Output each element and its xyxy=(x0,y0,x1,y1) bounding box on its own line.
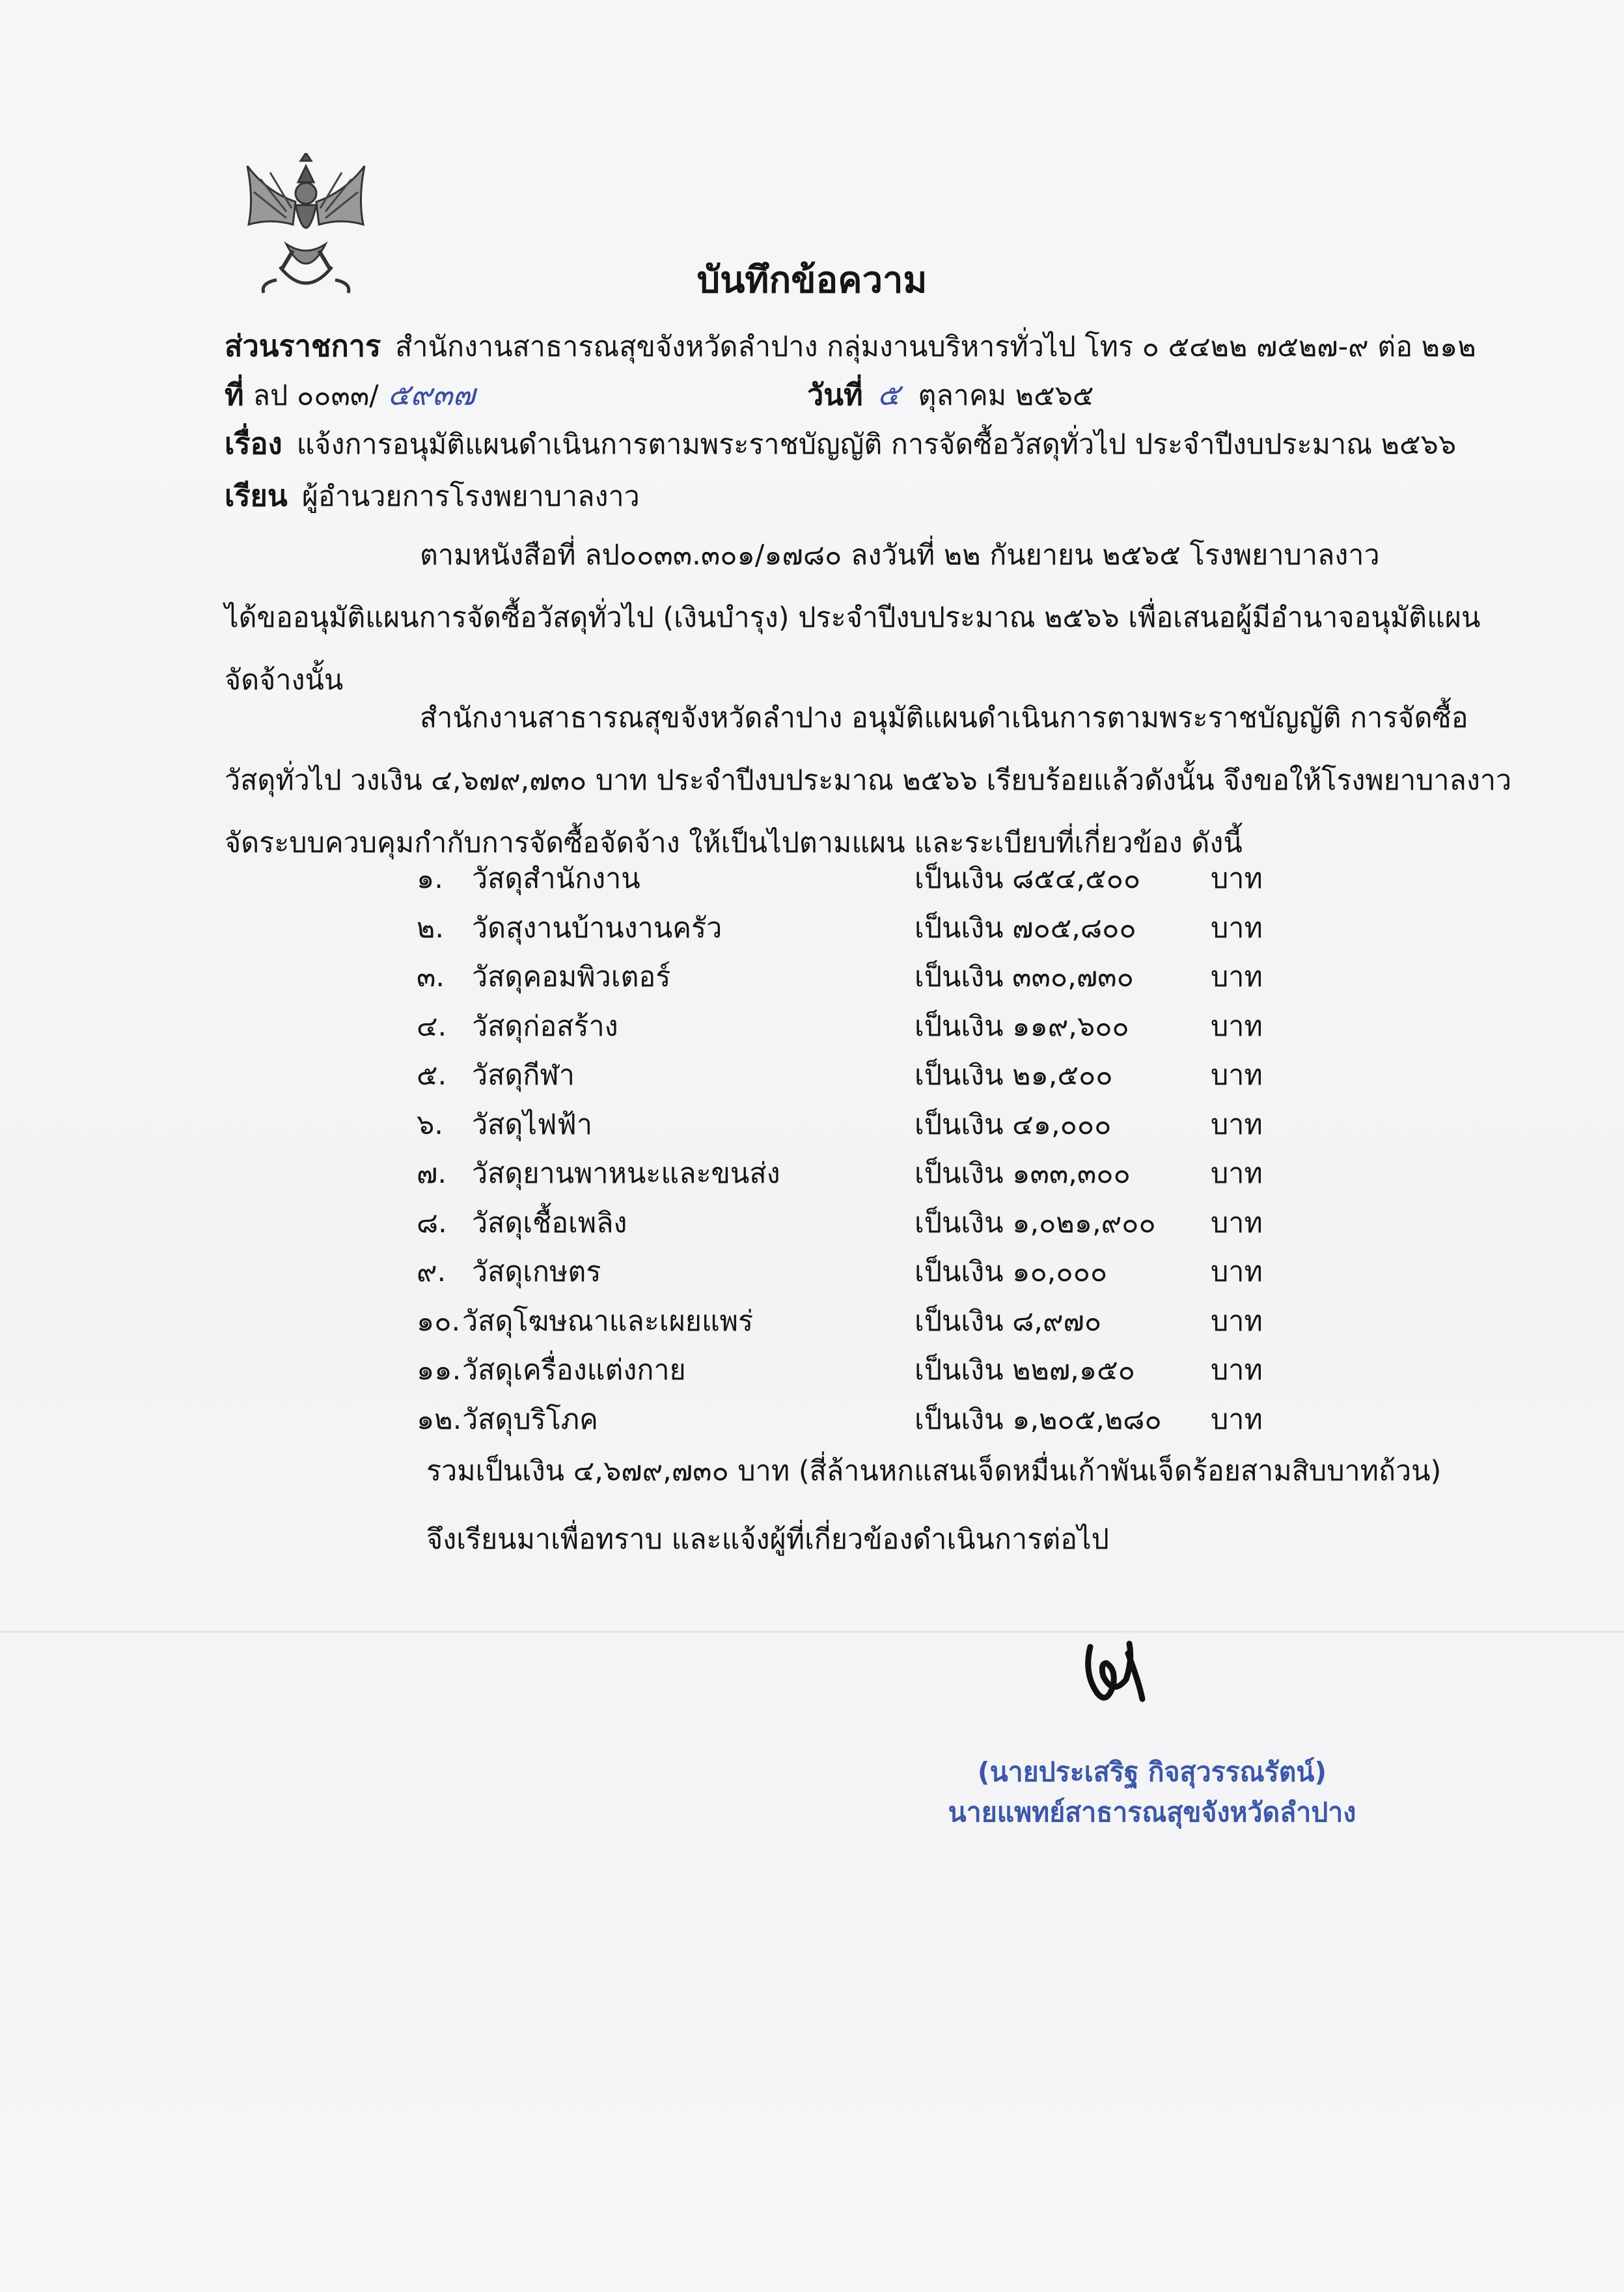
item-number: ๖. xyxy=(417,1108,443,1141)
item-unit: บาท xyxy=(1211,1206,1263,1239)
signatory-position: นายแพทย์สาธารณสุขจังหวัดลำปาง xyxy=(948,1797,1356,1828)
item-name: วัสดุกีฬา xyxy=(472,1059,575,1092)
date-line xyxy=(807,371,1094,419)
item-amount: เป็นเงิน ๗๐๕,๘๐๐ xyxy=(915,911,1136,945)
date-handwritten-day: ๕ xyxy=(877,377,900,412)
paragraph-2-line: จัดระบบควบคุมกำกับการจัดซื้อจัดจ้าง ให้เป็นไปตามแผน และระเบียบที่เกี่ยวข้อง ดังนี้ xyxy=(225,827,1243,859)
item-unit: บาท xyxy=(1211,1305,1263,1338)
agency-line xyxy=(225,322,1476,369)
subject-line xyxy=(225,420,1456,467)
item-name: วัดสุงานบ้านงานครัว xyxy=(472,911,723,945)
recipient-line xyxy=(225,472,640,519)
item-number: ๑๒. xyxy=(417,1403,462,1436)
item-number: ๑๑. xyxy=(417,1354,461,1387)
item-amount: เป็นเงิน ๒๑,๕๐๐ xyxy=(915,1059,1113,1092)
item-name: วัสดุโฆษณาและเผยแพร่ xyxy=(462,1305,754,1338)
paragraph-1 xyxy=(225,524,1480,711)
item-unit: บาท xyxy=(1211,1059,1263,1092)
item-name: วัสดุไฟฟ้า xyxy=(472,1108,592,1141)
subject-label: เรื่อง xyxy=(225,426,282,461)
item-name: วัสดุบริโภค xyxy=(462,1403,598,1436)
item-number: ๙. xyxy=(417,1256,447,1288)
item-number: ๕. xyxy=(417,1059,447,1092)
item-unit: บาท xyxy=(1211,1108,1263,1141)
paragraph-2-line: สำนักงานสาธารณสุขจังหวัดลำปาง อนุมัติแผนดำเนินการตามพระราชบัญญัติ การจัดซื้อ xyxy=(420,702,1468,734)
item-name: วัสดุก่อสร้าง xyxy=(472,1010,618,1043)
recipient-label: เรียน xyxy=(225,478,288,513)
item-unit: บาท xyxy=(1211,961,1263,993)
item-amount: เป็นเงิน ๑,๒๐๕,๒๘๐ xyxy=(915,1403,1162,1436)
item-number: ๑๐. xyxy=(417,1305,461,1338)
agency-label: ส่วนราชการ xyxy=(225,329,381,363)
item-number: ๘. xyxy=(417,1206,447,1239)
item-amount: เป็นเงิน ๒๒๗,๑๕๐ xyxy=(915,1354,1135,1387)
subject-value: แจ้งการอนุมัติแผนดำเนินการตามพระราชบัญญัติ การจัดซื้อวัสดุทั่วไป ประจำปีงบประมาณ ๒๕๖๖ xyxy=(296,428,1457,461)
paragraph-1-line: ได้ขออนุมัติแผนการจัดซื้อวัสดุทั่วไป (เงินบำรุง) ประจำปีงบประมาณ ๒๕๖๖ เพื่อเสนอผู้มีอำนาจอนุมัติแผน xyxy=(225,601,1481,634)
item-name: วัสดุเชื้อเพลิง xyxy=(472,1206,627,1239)
paper-fold-line xyxy=(0,1631,1624,1633)
handwritten-signature xyxy=(1077,1634,1155,1712)
signatory-name: (นายประเสริฐ กิจสุวรรณรัตน์) xyxy=(977,1756,1327,1788)
item-number: ๒. xyxy=(417,911,445,945)
item-name: วัสดุเกษตร xyxy=(472,1256,601,1288)
paragraph-1-line: ตามหนังสือที่ ลป๐๐๓๓.๓๐๑/๑๗๘๐ ลงวันที่ ๒๒ กันยายน ๒๕๖๕ โรงพยาบาลงาว xyxy=(420,539,1380,572)
item-number: ๑. xyxy=(417,863,443,895)
document-title: บันทึกข้อความ xyxy=(696,259,928,301)
item-unit: บาท xyxy=(1211,1403,1263,1436)
item-unit: บาท xyxy=(1211,863,1263,895)
item-amount: เป็นเงิน ๑๐,๐๐๐ xyxy=(915,1256,1108,1288)
paragraph-2-line: วัสดุทั่วไป วงเงิน ๔,๖๗๙,๗๓๐ บาท ประจำปีงบประมาณ ๒๕๖๖ เรียบร้อยแล้วดังนั้น จึงขอให้โรงพยาบาลงาว xyxy=(225,764,1512,797)
recipient-value: ผู้อำนวยการโรงพยาบาลงาว xyxy=(301,480,640,513)
item-number: ๔. xyxy=(417,1010,447,1043)
paragraph-1-line: จัดจ้างนั้น xyxy=(225,664,344,697)
item-amount: เป็นเงิน ๑๓๓,๓๐๐ xyxy=(915,1157,1131,1190)
item-amount: เป็นเงิน ๓๓๐,๗๓๐ xyxy=(915,961,1134,993)
item-unit: บาท xyxy=(1211,1010,1263,1043)
item-unit: บาท xyxy=(1211,1354,1263,1387)
date-value: ตุลาคม ๒๕๖๕ xyxy=(918,380,1094,412)
item-amount: เป็นเงิน ๑๑๙,๖๐๐ xyxy=(915,1010,1129,1043)
item-unit: บาท xyxy=(1211,1256,1263,1288)
item-number: ๗. xyxy=(417,1157,447,1190)
closing-line: จึงเรียนมาเพื่อทราบ และแจ้งผู้ที่เกี่ยวข้องดำเนินการต่อไป xyxy=(426,1523,1109,1556)
total-line: รวมเป็นเงิน ๔,๖๗๙,๗๓๐ บาท (สี่ล้านหกแสนเจ็ดหมื่นเก้าพันเจ็ดร้อยสามสิบบาทถ้วน) xyxy=(426,1455,1442,1487)
item-amount: เป็นเงิน ๔๑,๐๐๐ xyxy=(915,1108,1112,1141)
item-name: วัสดุเครื่องแต่งกาย xyxy=(462,1354,686,1387)
reference-label: ที่ xyxy=(225,378,244,412)
item-number: ๓. xyxy=(417,961,445,993)
agency-value: สำนักงานสาธารณสุขจังหวัดลำปาง กลุ่มงานบริหารทั่วไป โทร ๐ ๕๔๒๒ ๗๕๒๗-๙ ต่อ ๒๑๒ xyxy=(395,331,1476,363)
reference-handwritten-number: ๕๙๓๗ xyxy=(387,377,475,412)
paragraph-2 xyxy=(225,687,1511,874)
reference-line xyxy=(225,371,475,419)
item-amount: เป็นเงิน ๑,๐๒๑,๙๐๐ xyxy=(915,1206,1156,1239)
item-unit: บาท xyxy=(1211,1157,1263,1190)
date-label: วันที่ xyxy=(807,378,863,412)
item-name: วัสดุสำนักงาน xyxy=(472,863,640,895)
item-amount: เป็นเงิน ๘๕๔,๕๐๐ xyxy=(915,863,1141,895)
item-name: วัสดุคอมพิวเตอร์ xyxy=(472,961,671,993)
reference-value: ลป ๐๐๓๓/ xyxy=(253,380,379,412)
item-amount: เป็นเงิน ๘,๙๗๐ xyxy=(915,1305,1102,1338)
item-name: วัสดุยานพาหนะและขนส่ง xyxy=(472,1157,780,1190)
item-unit: บาท xyxy=(1211,911,1263,945)
